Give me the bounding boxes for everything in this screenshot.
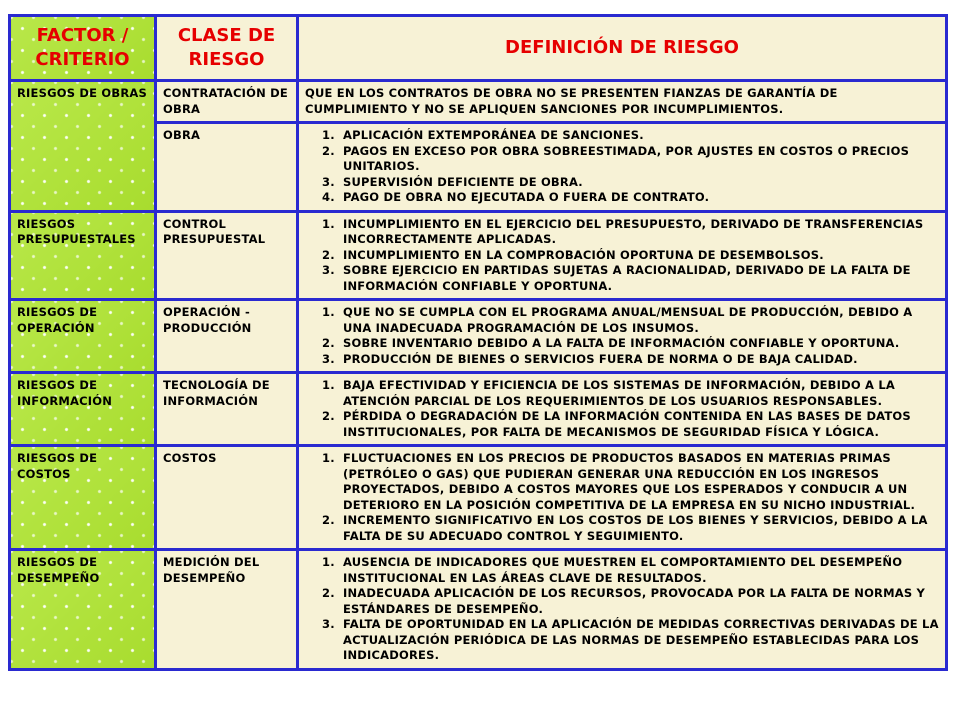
clase-cell: OBRA [156,123,298,212]
table-row [10,550,947,670]
factor-cell: RIESGOS DE OBRAS [10,81,156,212]
definition-cell [298,446,947,550]
table-row [10,300,947,373]
clase-cell: TECNOLOGÍA DE INFORMACIÓN [156,373,298,446]
header-factor: FACTOR / CRITERIO [10,16,156,81]
table-row [10,81,947,123]
definition-item: 2. INADECUADA APLICACIÓN DE LOS RECURSOS, PROVOCADA POR LA FALTA DE NORMAS Y ESTÁNDARES DE DESEMPEÑO. [339,586,939,617]
clase-cell: MEDICIÓN DEL DESEMPEÑO [156,550,298,670]
definition-cell [298,81,947,123]
definition-item: 4. PAGO DE OBRA NO EJECUTADA O FUERA DE CONTRATO. [339,190,939,206]
clase-cell: OPERACIÓN - PRODUCCIÓN [156,300,298,373]
definition-item: 3. FALTA DE OPORTUNIDAD EN LA APLICACIÓN DE MEDIDAS CORRECTIVAS DERIVADAS DE LA ACTUALIZACIÓN PERIÓDICA DE LAS NORMAS DE DESEMPEÑO ESTABLECIDAS PARA LOS INDICADORES. [339,617,939,664]
definition-text: QUE EN LOS CONTRATOS DE OBRA NO SE PRESENTEN FIANZAS DE GARANTÍA DE CUMPLIMIENTO Y NO SE APLIQUEN SANCIONES POR INCUMPLIMIENTOS. [305,86,838,116]
definition-item: 3. PRODUCCIÓN DE BIENES O SERVICIOS FUERA DE NORMA O DE BAJA CALIDAD. [339,352,939,368]
definition-item: 2. PÉRDIDA O DEGRADACIÓN DE LA INFORMACIÓN CONTENIDA EN LAS BASES DE DATOS INSTITUCIONALES, POR FALTA DE MECANISMOS DE SEGURIDAD FÍSICA Y LÓGICA. [339,409,939,440]
definition-item: 2. INCUMPLIMIENTO EN LA COMPROBACIÓN OPORTUNA DE DESEMBOLSOS. [339,248,939,264]
table-row [10,211,947,300]
definition-item: 2. SOBRE INVENTARIO DEBIDO A LA FALTA DE INFORMACIÓN CONFIABLE Y OPORTUNA. [339,336,939,352]
header-clase: CLASE DE RIESGO [156,16,298,81]
clase-cell: CONTRATACIÓN DE OBRA [156,81,298,123]
definition-cell [298,300,947,373]
table-row [10,446,947,550]
definition-item: 2. PAGOS EN EXCESO POR OBRA SOBREESTIMADA, POR AJUSTES EN COSTOS O PRECIOS UNITARIOS. [339,144,939,175]
table-row [10,373,947,446]
definition-item: 3. SOBRE EJERCICIO EN PARTIDAS SUJETAS A RACIONALIDAD, DERIVADO DE LA FALTA DE INFORMACIÓN CONFIABLE Y OPORTUNA. [339,263,939,294]
definition-item: 1. BAJA EFECTIVIDAD Y EFICIENCIA DE LOS SISTEMAS DE INFORMACIÓN, DEBIDO A LA ATENCIÓN PARCIAL DE LOS REQUERIMIENTOS DE LOS USUARIOS RESPONSABLES. [339,378,939,409]
factor-cell: RIESGOS DE COSTOS [10,446,156,550]
definition-cell [298,550,947,670]
factor-cell: RIESGOS DE OPERACIÓN [10,300,156,373]
definition-cell [298,373,947,446]
definition-item: 1. QUE NO SE CUMPLA CON EL PROGRAMA ANUAL/MENSUAL DE PRODUCCIÓN, DEBIDO A UNA INADECUADA PROGRAMACIÓN DE LOS INSUMOS. [339,305,939,336]
clase-cell: CONTROL PRESUPUESTAL [156,211,298,300]
factor-cell: RIESGOS DE INFORMACIÓN [10,373,156,446]
header-definicion: DEFINICIÓN DE RIESGO [298,16,947,81]
clase-cell: COSTOS [156,446,298,550]
risk-table [8,14,948,671]
definition-item: 3. SUPERVISIÓN DEFICIENTE DE OBRA. [339,175,939,191]
header-row [10,16,947,81]
factor-cell: RIESGOS PRESUPUESTALES [10,211,156,300]
definition-item: 1. INCUMPLIMIENTO EN EL EJERCICIO DEL PRESUPUESTO, DERIVADO DE TRANSFERENCIAS INCORRECTAMENTE APLICADAS. [339,217,939,248]
definition-item: 1. FLUCTUACIONES EN LOS PRECIOS DE PRODUCTOS BASADOS EN MATERIAS PRIMAS (PETRÓLEO O GAS) QUE PUDIERAN GENERAR UNA REDUCCIÓN EN LOS INGRESOS PROYECTADOS, DEBIDO A COSTOS MAYORES QUE LOS ESPERADOS Y CONDUCIR A UN DETERIORO EN LA POSICIÓN COMPETITIVA DE LA EMPRESA EN SU NICHO INDUSTRIAL. [339,451,939,513]
factor-cell: RIESGOS DE DESEMPEÑO [10,550,156,670]
definition-cell [298,123,947,212]
definition-cell [298,211,947,300]
definition-item: 1. APLICACIÓN EXTEMPORÁNEA DE SANCIONES. [339,128,939,144]
definition-item: 2. INCREMENTO SIGNIFICATIVO EN LOS COSTOS DE LOS BIENES Y SERVICIOS, DEBIDO A LA FALTA DE SU ADECUADO CONTROL Y SEGUIMIENTO. [339,513,939,544]
definition-item: 1. AUSENCIA DE INDICADORES QUE MUESTREN EL COMPORTAMIENTO DEL DESEMPEÑO INSTITUCIONAL EN LAS ÁREAS CLAVE DE RESULTADOS. [339,555,939,586]
